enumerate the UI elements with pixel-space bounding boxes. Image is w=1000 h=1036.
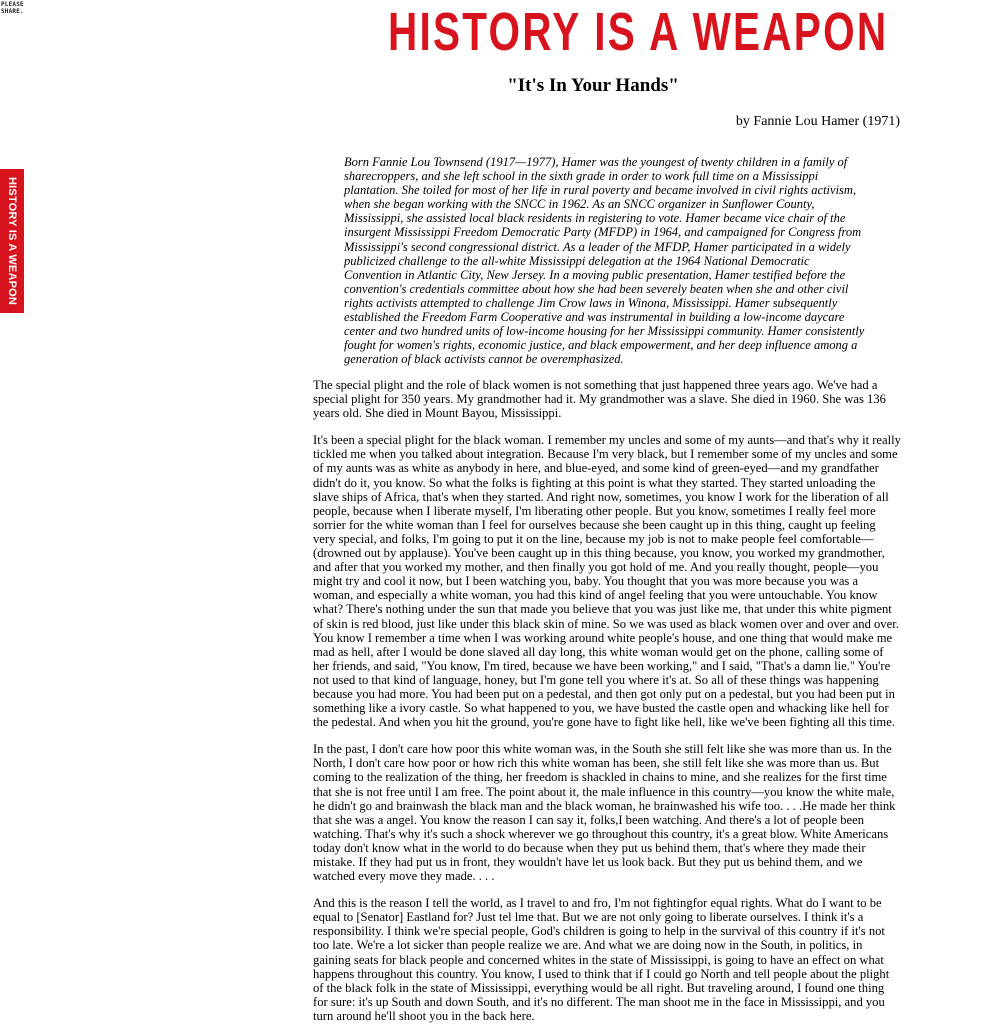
- article-intro: Born Fannie Lou Townsend (1917—1977), Hamer was the youngest of twenty children in a family of sharecroppers, and she left school in the sixth grade in order to work full time on a Mississippi plantation. She toiled for most of her life in rural poverty and became involved in civil rights activism, when she began working with the SNCC in 1962. As an SNCC organizer in Sunflower County, Mississippi, she assisted local black residents in registering to vote. Hamer became vice chair of the insurgent Mississippi Freedom Democratic Party (MFDP) in 1964, and campaigned for Congress from Mississippi's second congressional district. As a leader of the MFDP, Hamer participated in a widely publicized challenge to the all-white Mississippi delegation at the 1964 National Democratic Convention in Atlantic City, New Jersey. In a moving public presentation, Hamer testified before the convention's credentials committee about how she had been severely beaten when she and other civil rights activists attempted to challenge Jim Crow laws in Winona, Mississippi. Hamer subsequently established the Freedom Farm Cooperative and was instrumental in building a low-income daycare center and two hundred units of low-income housing for her Mississippi community. Hamer consistently fought for women's rights, economic justice, and black empowerment, and her deep influence among a generation of black activists cannot be overemphasized.: [344, 155, 865, 367]
- article-paragraph: It's been a special plight for the black woman. I remember my uncles and some of my aunts—and that's why it really tickled me when you talked about integration. Because I'm very black, but I remember some of my uncles and some of my aunts was as white as anybody in here, and blue-eyed, and some kind of green-eyed—and my grandfather didn't do it, you know. So what the folks is fighting at this point is what they started. They started unloading the slave ships of Africa, that's when they started. And right now, sometimes, you know I work for the liberation of all people, because when I liberate myself, I'm liberating other people. But you know, sometimes I really feel more sorrier for the white woman than I feel for ourselves because she been caught up in this thing, caught up feeling very special, and folks, I'm going to put it on the line, because my job is not to make people feel comfortable—(drowned out by applause). You've been caught up in this thing because, you know, you worked my grandmother, and after that you worked my mother, and then finally you got hold of me. And you really thought, people—you might try and cool it now, but I been watching you, baby. You thought that you was more because you was a woman, and especially a white woman, you had this kind of angel feeling that you were untouchable. You know what? There's nothing under the sun that made you believe that you was just like me, that under this white pigment of skin is red blood, just like under this black skin of mine. So we was used as black women over and over and over. You know I remember a time when I was working around white people's house, and one thing that would make me mad as hell, after I would be done slaved all day long, this white woman would get on the phone, calling some of her friends, and said, "You know, I'm tired, because we have been working," and I said, "That's a damn lie." You're not used to that kind of language, honey, but I'm gone tell you where it's at. So all of these things was happening because you had more. You had been put on a pedestal, and then got only put on a pedestal, but you had been put in something like a ivory castle. So what happened to you, we have busted the castle open and whacking like hell for the pedestal. And when you hit the ground, you're gone have to fight like hell, like we've been fighting all this time.: [313, 433, 901, 730]
- please-share-label[interactable]: PLEASE SHARE.: [1, 1, 24, 15]
- article-body: [313, 378, 901, 1036]
- side-tab-history-is-a-weapon[interactable]: [0, 169, 24, 313]
- article-paragraph: And this is the reason I tell the world, as I travel to and fro, I'm not fightingfor equal rights. What do I want to be equal to [Senator] Eastland for? Just tel lme that. But we are not only going to liberate ourselves. I think it's a responsibility. I think we're special people, God's children is going to help in the survival of this country if it's not too late. We're a lot sicker than people realize we are. And what we are doing now in the South, in politics, in gaining seats for black people and concerned whites in the state of Mississippi, is going to have an effect on what happens throughout this country. You know, I used to think that if I could go North and tell people about the plight of the black folk in the state of Mississippi, everything would be all right. But traveling around, I found one thing for sure: it's up South and down South, and it's no different. The man shoot me in the face in Mississippi, and you turn around he'll shoot you in the back here.: [313, 896, 890, 1023]
- site-logo-text: HISTORY IS A WEAPON: [388, 2, 889, 62]
- article-title: "It's In Your Hands": [507, 75, 679, 96]
- article-paragraph: In the past, I don't care how poor this white woman was, in the South she still felt like she was more than us. In the North, I don't care how poor or how rich this white woman has been, she still felt like she was more than us. But coming to the realization of the thing, her freedom is shackled in chains to mine, and she realizes for the first time that she is not free until I am free. The point about it, the male influence in this country—you know the white male, he didn't go and brainwash the black man and the black woman, he brainwashed his wife too. . . .He made her think that she was a angel. You know the reason I can say it, folks,I been watching. And there's a lot of people been watching. That's why it's such a shock wherever we go throughout this country, it's a great blow. White Americans today don't know what in the world to do because when they put us behind them, that's where they made their mistake. If they had put us in front, they wouldn't have let us look back. But they put us behind them, and we watched every move they made. . . .: [313, 742, 896, 884]
- article-byline: by Fannie Lou Hamer (1971): [735, 114, 900, 129]
- side-tab-label: HISTORY IS A WEAPON: [6, 176, 18, 306]
- article-paragraph: The special plight and the role of black women is not something that just happened three years ago. We've had a special plight for 350 years. My grandmother had it. My grandmother was a slave. She died in 1960. She was 136 years old. She died in Mount Bayou, Mississippi.: [313, 378, 886, 421]
- site-logo[interactable]: [388, 2, 896, 62]
